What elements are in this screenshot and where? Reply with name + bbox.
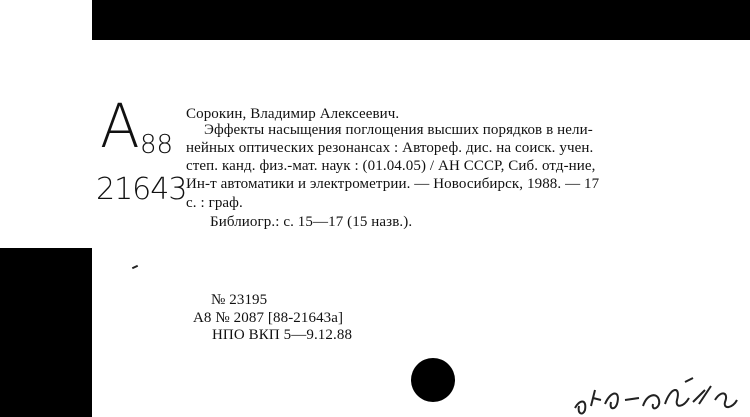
title-line-5: с. : граф. (186, 195, 243, 211)
issuer-line: НПО ВКП 5—9.12.88 (212, 327, 353, 343)
title-line-1: Эффекты насыщения поглощения высших порядков в нели- (204, 122, 593, 138)
catalog-number: № 23195 (211, 292, 268, 308)
title-line-3: степ. канд. физ.-мат. наук : (01.04.05) / АН СССР, Сиб. отд-ние, (186, 158, 596, 174)
call-number-letter: А (100, 90, 140, 162)
handwritten-signature (565, 360, 745, 417)
title-line-2: нейных оптических резонансах : Автореф. дис. на соиск. учен. (186, 140, 594, 156)
call-number-inventory: 21643 (96, 172, 187, 207)
registry-number: А8 № 2087 [88-21643а] (193, 310, 344, 326)
call-number-digits: 88 (140, 130, 174, 160)
bibliography-line: Библиогр.: с. 15—17 (15 назв.). (210, 214, 413, 230)
author-line: Сорокин, Владимир Алексеевич. (186, 106, 400, 122)
punch-hole (411, 358, 455, 402)
left-paper-strip (0, 0, 92, 248)
title-line-4: Ин-т автоматики и электрометрии. — Новосибирск, 1988. — 17 (186, 176, 600, 192)
